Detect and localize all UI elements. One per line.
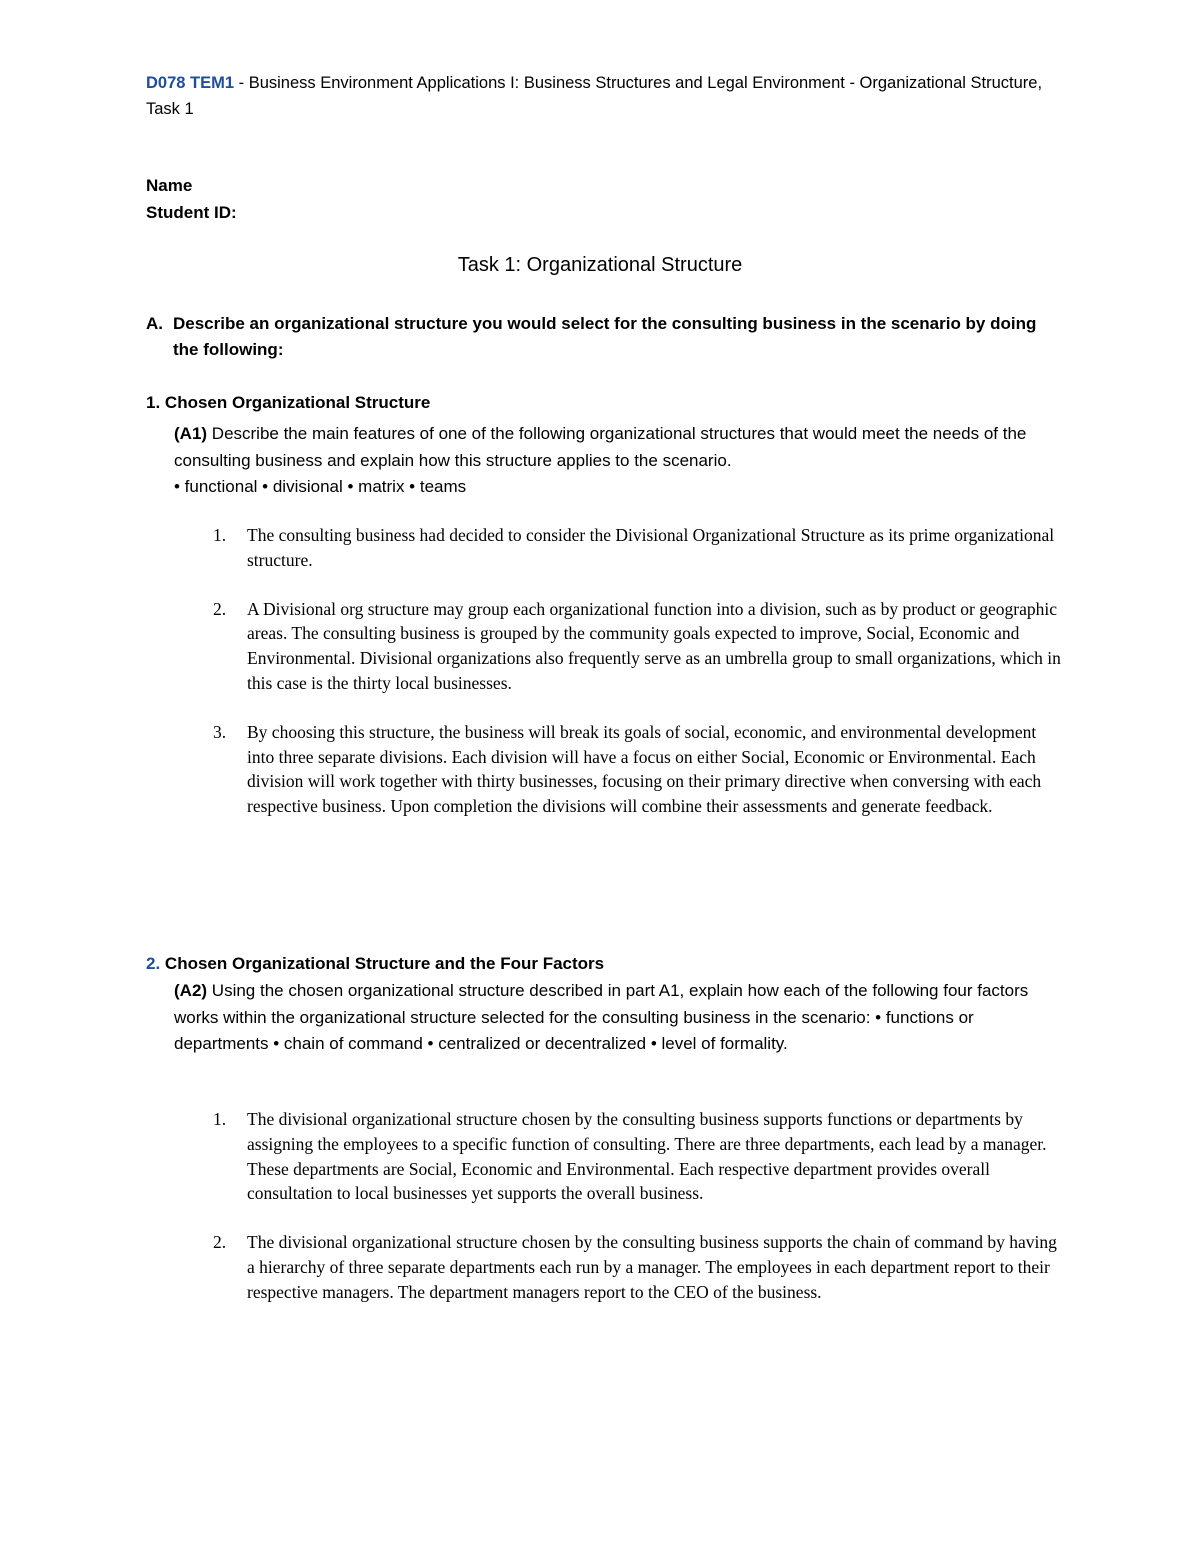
course-title: - Business Environment Applications I: Business Structures and Legal Environment - Organizational Structure, Task 1	[146, 74, 1043, 118]
section-2-title: Chosen Organizational Structure and the Four Factors	[160, 954, 605, 973]
section-1-heading	[146, 390, 430, 416]
section-2-heading	[146, 951, 604, 977]
student-info	[146, 172, 237, 226]
course-code: D078 TEM1	[146, 74, 235, 92]
prompt-a1-text: Describe the main features of one of the following organizational structures that would meet the needs of the consulting business and explain how this structure applies to the scenario.	[174, 424, 1027, 470]
answer-item	[146, 1230, 1066, 1304]
prompt-a1-tag: (A1)	[174, 424, 208, 443]
student-id-label: Student ID:	[146, 203, 237, 222]
section-1-answers	[146, 523, 1066, 843]
part-a-letter: A.	[146, 314, 163, 333]
answer-item	[146, 720, 1066, 819]
page-title: Task 1: Organizational Structure	[457, 254, 743, 276]
section-2-answers	[146, 1107, 1066, 1329]
answer-number: 1.	[213, 525, 227, 545]
part-a-instruction	[146, 311, 1066, 363]
answer-number: 2.	[213, 1232, 227, 1253]
answer-item	[146, 1107, 1066, 1206]
document-header	[146, 70, 1046, 122]
section-1-prompt	[174, 421, 1054, 501]
prompt-a2-text: Using the chosen organizational structure described in part A1, explain how each of the following four factors works within the organizational structure selected for the consulting business in the scenario: • functions or departments • chain of command • centralized or decentralized • level of formality.	[174, 981, 1029, 1053]
answer-text: A Divisional org structure may group each organizational function into a division, such as by product or geographic areas. The consulting business is grouped by the community goals expected to improve, Social, Economic and Environmental. Divisional organizations also frequently serve as an umbrella group to small organizations, which in this case is the thirty local businesses.	[247, 598, 1061, 693]
section-2-number: 2.	[146, 954, 161, 973]
part-a-text: Describe an organizational structure you would select for the consulting business in the scenario by doing the following:	[173, 314, 1037, 359]
answer-text: The divisional organizational structure chosen by the consulting business supports functions or departments by assigning the employees to a specific function of consulting. There are three departments, each lead by a manager. These departments are Social, Economic and Environmental. Each respective department provides overall consultation to local businesses yet supports the overall business.	[247, 1109, 1047, 1204]
answer-number: 1.	[213, 1109, 227, 1129]
section-1-title: Chosen Organizational Structure	[160, 393, 431, 412]
section-2-prompt	[174, 978, 1054, 1058]
answer-text: By choosing this structure, the business will break its goals of social, economic, and environmental development into three separate divisions. Each division will have a focus on either Social, Economic or Environmental. Each division will work together with thirty businesses, focusing on their primary directive when conversing with each respective business. Upon completion the divisions will combine their assessments and generate feedback.	[247, 721, 1042, 817]
answer-item	[146, 597, 1066, 696]
answer-text: The divisional organizational structure chosen by the consulting business supports the chain of command by having a hierarchy of three separate departments each run by a manager. The employees in each department report to their respective managers. The department managers report to the CEO of the business.	[247, 1232, 1057, 1302]
name-label: Name	[146, 176, 193, 195]
answer-number: 3.	[213, 721, 227, 742]
prompt-a2-tag: (A2)	[174, 981, 208, 1000]
section-1-number: 1.	[146, 393, 161, 412]
answer-item	[146, 523, 1066, 573]
answer-number: 2.	[213, 598, 227, 619]
answer-text: The consulting business had decided to consider the Divisional Organizational Structure as its prime organizational structure.	[247, 525, 1055, 570]
prompt-a1-options: • functional • divisional • matrix • teams	[174, 477, 467, 496]
